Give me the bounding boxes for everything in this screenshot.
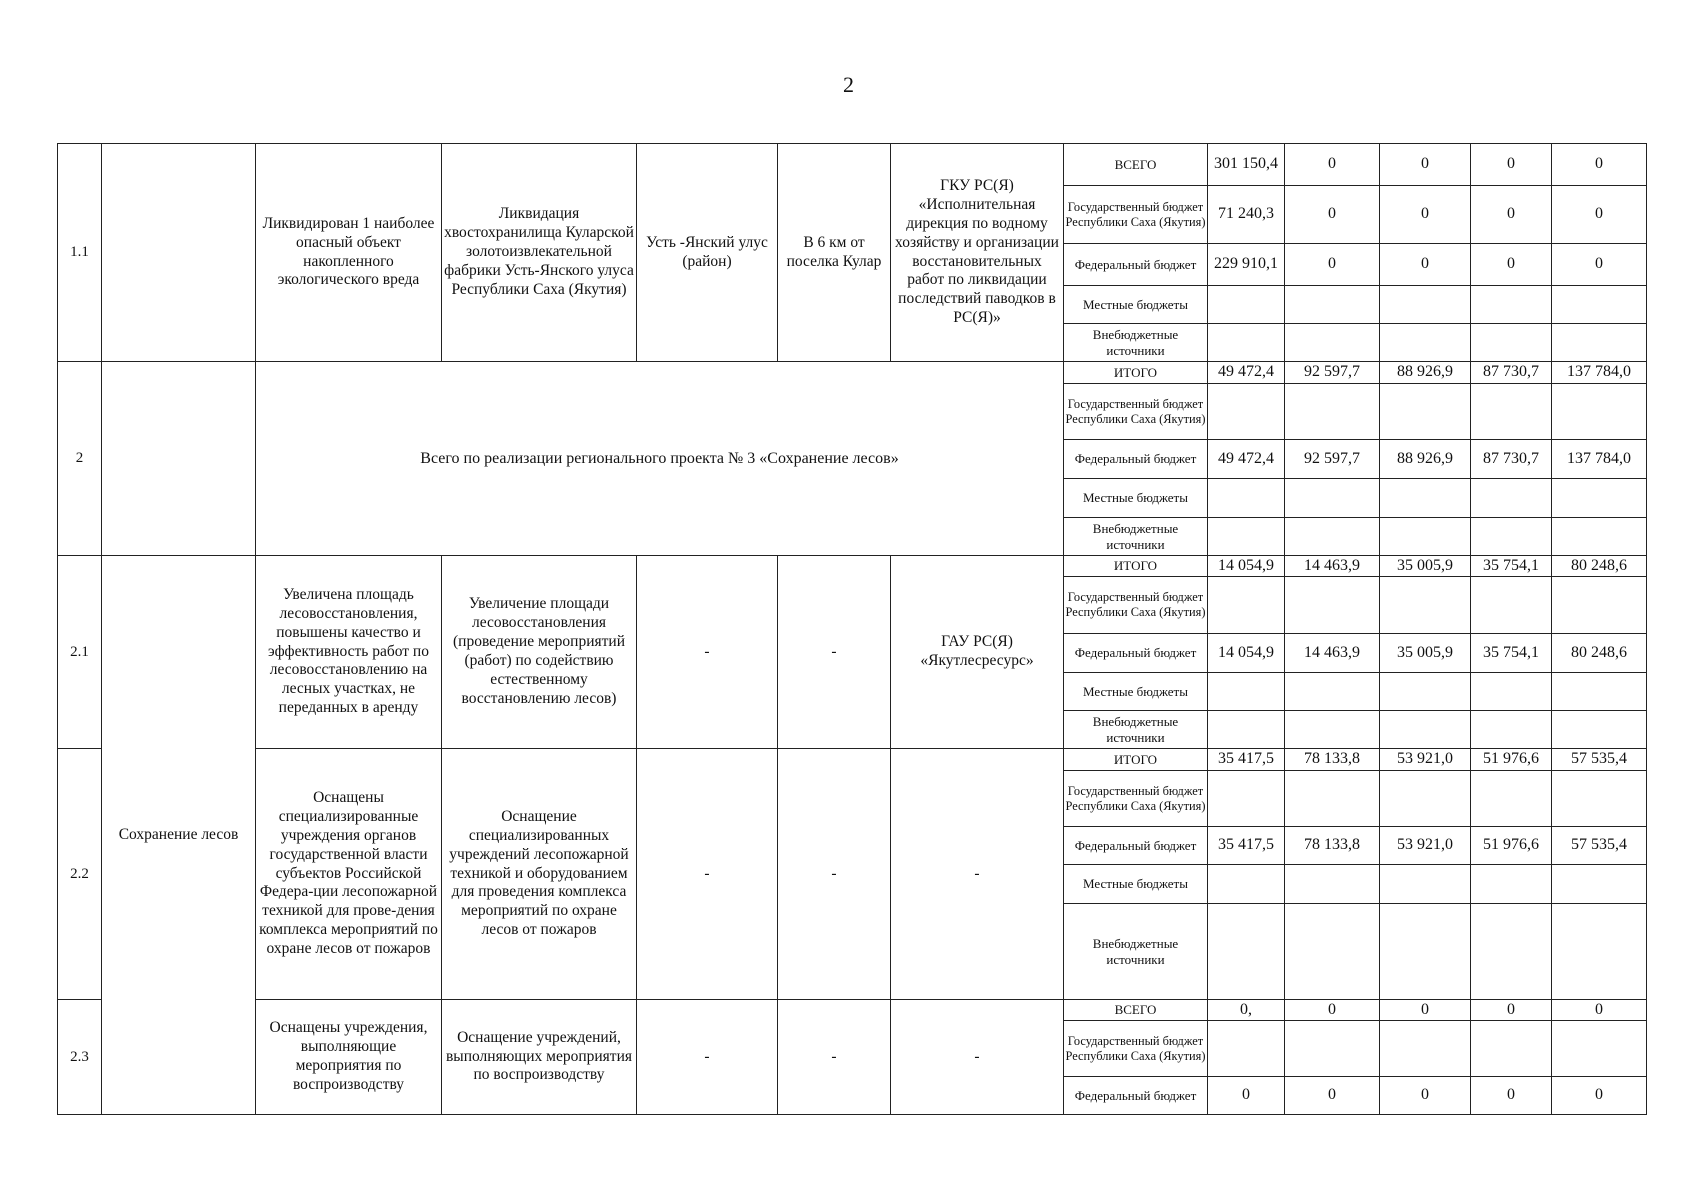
- value-cell: 14 463,9: [1285, 556, 1380, 577]
- value-cell: 78 133,8: [1285, 749, 1380, 771]
- empty-cell: [1208, 324, 1285, 362]
- empty-cell: [1471, 711, 1552, 749]
- value-cell: 0: [1471, 244, 1552, 286]
- empty-cell: [1285, 324, 1380, 362]
- empty-cell: [1471, 518, 1552, 556]
- source-label: Государственный бюджет Республики Саха (Якутия): [1064, 771, 1208, 827]
- table-row: [58, 144, 1647, 186]
- row-number: 2.3: [58, 1000, 102, 1115]
- value-cell: 0: [1285, 1077, 1380, 1115]
- table-row: [58, 362, 1647, 384]
- empty-cell: [1285, 865, 1380, 904]
- empty-cell: [1552, 384, 1647, 440]
- empty-cell: [1285, 479, 1380, 518]
- project-finance-table: [57, 143, 1647, 1115]
- value-cell: 0: [1552, 186, 1647, 244]
- value-cell: 88 926,9: [1380, 440, 1471, 479]
- empty-cell: [1552, 865, 1647, 904]
- value-cell: 14 054,9: [1208, 634, 1285, 673]
- value-cell: 137 784,0: [1552, 362, 1647, 384]
- value-cell: 53 921,0: [1380, 749, 1471, 771]
- value-cell: 0: [1471, 186, 1552, 244]
- location-cell: -: [778, 556, 891, 749]
- empty-cell: [1208, 577, 1285, 634]
- empty-cell: [1380, 673, 1471, 711]
- value-cell: 0: [1380, 244, 1471, 286]
- value-cell: 80 248,6: [1552, 634, 1647, 673]
- empty-cell: [1380, 771, 1471, 827]
- empty-cell: [1471, 577, 1552, 634]
- source-label: Государственный бюджет Республики Саха (Якутия): [1064, 577, 1208, 634]
- source-label: Государственный бюджет Республики Саха (Якутия): [1064, 1021, 1208, 1077]
- source-label: ИТОГО: [1064, 556, 1208, 577]
- empty-cell: [1208, 286, 1285, 324]
- empty-cell: [1285, 711, 1380, 749]
- empty-cell: [1471, 286, 1552, 324]
- empty-cell: [1471, 324, 1552, 362]
- source-label: Государственный бюджет Республики Саха (Якутия): [1064, 384, 1208, 440]
- value-cell: 0: [1552, 244, 1647, 286]
- value-cell: 78 133,8: [1285, 827, 1380, 865]
- location-cell: В 6 км от поселка Кулар: [778, 144, 891, 362]
- source-label: Местные бюджеты: [1064, 865, 1208, 904]
- executor-cell: ГАУ РС(Я) «Якутлесресурс»: [891, 556, 1064, 749]
- empty-cell: [1380, 384, 1471, 440]
- source-label: ВСЕГО: [1064, 1000, 1208, 1021]
- source-label: Федеральный бюджет: [1064, 634, 1208, 673]
- value-cell: 35 754,1: [1471, 556, 1552, 577]
- empty-cell: [1471, 865, 1552, 904]
- empty-cell: [1552, 479, 1647, 518]
- result-cell: Оснащены учреждения, выполняющие мероприятия по воспроизводству: [256, 1000, 442, 1115]
- empty-cell: [1552, 771, 1647, 827]
- value-cell: 35 754,1: [1471, 634, 1552, 673]
- result-cell: Оснащены специализированные учреждения органов государственной власти субъектов Российской Федера-ции лесопожарной техникой для прове-дения комплекса мероприятий по охране лесов от пожаров: [256, 749, 442, 1000]
- source-label: Местные бюджеты: [1064, 286, 1208, 324]
- empty-cell: [1552, 904, 1647, 1000]
- source-label: Федеральный бюджет: [1064, 1077, 1208, 1115]
- empty-cell: [1380, 711, 1471, 749]
- source-label: Федеральный бюджет: [1064, 827, 1208, 865]
- empty-cell: [1208, 865, 1285, 904]
- empty-cell: [1471, 384, 1552, 440]
- empty-cell: [1285, 673, 1380, 711]
- empty-cell: [1208, 904, 1285, 1000]
- location-cell: -: [778, 749, 891, 1000]
- empty-cell: [1208, 384, 1285, 440]
- source-label: Местные бюджеты: [1064, 479, 1208, 518]
- empty-cell: [1471, 904, 1552, 1000]
- source-label: Внебюджетные источники: [1064, 518, 1208, 556]
- row-number: 2.2: [58, 749, 102, 1000]
- source-label: Местные бюджеты: [1064, 673, 1208, 711]
- measure-cell: Оснащение учреждений, выполняющих мероприятия по воспроизводству: [442, 1000, 637, 1115]
- empty-cell: [1285, 518, 1380, 556]
- district-cell: -: [637, 556, 778, 749]
- source-label: Внебюджетные источники: [1064, 711, 1208, 749]
- empty-cell: [1285, 286, 1380, 324]
- value-cell: 0: [1471, 1000, 1552, 1021]
- value-cell: 0: [1552, 144, 1647, 186]
- empty-cell: [102, 362, 256, 556]
- project-total-title: Всего по реализации регионального проекта № 3 «Сохранение лесов»: [256, 362, 1064, 556]
- empty-cell: [1285, 384, 1380, 440]
- empty-cell: [1380, 479, 1471, 518]
- district-cell: -: [637, 1000, 778, 1115]
- project-name-cell: Сохранение лесов: [102, 556, 256, 1115]
- measure-cell: Увеличение площади лесовосстановления (проведение мероприятий (работ) по содействию естественному восстановлению лесов): [442, 556, 637, 749]
- table-row: [58, 1000, 1647, 1021]
- measure-cell: Ликвидация хвостохранилища Куларской золотоизвлекательной фабрики Усть-Янского улуса Республики Саха (Якутия): [442, 144, 637, 362]
- value-cell: 53 921,0: [1380, 827, 1471, 865]
- value-cell: 0: [1471, 1077, 1552, 1115]
- row-number: 1.1: [58, 144, 102, 362]
- project-name-cell: [102, 144, 256, 362]
- executor-cell: -: [891, 1000, 1064, 1115]
- value-cell: 0: [1285, 1000, 1380, 1021]
- table-row: [58, 749, 1647, 771]
- value-cell: 14 054,9: [1208, 556, 1285, 577]
- empty-cell: [1285, 1021, 1380, 1077]
- source-label: Федеральный бюджет: [1064, 440, 1208, 479]
- value-cell: 0: [1208, 1077, 1285, 1115]
- value-cell: 49 472,4: [1208, 440, 1285, 479]
- value-cell: 229 910,1: [1208, 244, 1285, 286]
- value-cell: 35 005,9: [1380, 634, 1471, 673]
- result-cell: Ликвидирован 1 наиболее опасный объект накопленного экологического вреда: [256, 144, 442, 362]
- table-row: [58, 556, 1647, 577]
- empty-cell: [1380, 904, 1471, 1000]
- measure-cell: Оснащение специализированных учреждений лесопожарной техникой и оборудованием для проведения комплекса мероприятий по охране лесов от пожаров: [442, 749, 637, 1000]
- value-cell: 35 417,5: [1208, 827, 1285, 865]
- executor-cell: -: [891, 749, 1064, 1000]
- row-number: 2.1: [58, 556, 102, 749]
- value-cell: 0: [1471, 144, 1552, 186]
- empty-cell: [1552, 286, 1647, 324]
- source-label: ИТОГО: [1064, 362, 1208, 384]
- empty-cell: [1380, 577, 1471, 634]
- location-cell: -: [778, 1000, 891, 1115]
- empty-cell: [1552, 577, 1647, 634]
- page-number: 2: [843, 72, 854, 97]
- empty-cell: [1380, 324, 1471, 362]
- empty-cell: [1208, 518, 1285, 556]
- empty-cell: [1380, 865, 1471, 904]
- empty-cell: [1471, 1021, 1552, 1077]
- empty-cell: [1208, 711, 1285, 749]
- empty-cell: [1380, 518, 1471, 556]
- empty-cell: [1552, 518, 1647, 556]
- source-label: Внебюджетные источники: [1064, 324, 1208, 362]
- empty-cell: [1380, 1021, 1471, 1077]
- value-cell: 0: [1285, 144, 1380, 186]
- empty-cell: [1471, 479, 1552, 518]
- row-number: 2: [58, 362, 102, 556]
- value-cell: 137 784,0: [1552, 440, 1647, 479]
- value-cell: 80 248,6: [1552, 556, 1647, 577]
- value-cell: 87 730,7: [1471, 440, 1552, 479]
- value-cell: 57 535,4: [1552, 749, 1647, 771]
- empty-cell: [1208, 479, 1285, 518]
- value-cell: 14 463,9: [1285, 634, 1380, 673]
- empty-cell: [1208, 673, 1285, 711]
- empty-cell: [1552, 1021, 1647, 1077]
- value-cell: 0: [1380, 186, 1471, 244]
- value-cell: 301 150,4: [1208, 144, 1285, 186]
- result-cell: Увеличена площадь лесовосстановления, повышены качество и эффективность работ по лесовосстановлению на лесных участках, не переданных в аренду: [256, 556, 442, 749]
- value-cell: 57 535,4: [1552, 827, 1647, 865]
- value-cell: 51 976,6: [1471, 749, 1552, 771]
- value-cell: 0: [1285, 244, 1380, 286]
- empty-cell: [1380, 286, 1471, 324]
- value-cell: 0: [1380, 1000, 1471, 1021]
- empty-cell: [1552, 324, 1647, 362]
- empty-cell: [1285, 577, 1380, 634]
- source-label: ИТОГО: [1064, 749, 1208, 771]
- value-cell: 88 926,9: [1380, 362, 1471, 384]
- empty-cell: [1285, 771, 1380, 827]
- source-label: Федеральный бюджет: [1064, 244, 1208, 286]
- value-cell: 0,: [1208, 1000, 1285, 1021]
- value-cell: 0: [1380, 1077, 1471, 1115]
- district-cell: -: [637, 749, 778, 1000]
- value-cell: 0: [1285, 186, 1380, 244]
- value-cell: 71 240,3: [1208, 186, 1285, 244]
- value-cell: 0: [1552, 1000, 1647, 1021]
- empty-cell: [1471, 673, 1552, 711]
- empty-cell: [1552, 673, 1647, 711]
- value-cell: 92 597,7: [1285, 440, 1380, 479]
- executor-cell: ГКУ РС(Я) «Исполнительная дирекция по водному хозяйству и организации восстановительных работ по ликвидации последствий паводков в РС(Я)»: [891, 144, 1064, 362]
- value-cell: 0: [1380, 144, 1471, 186]
- empty-cell: [1208, 1021, 1285, 1077]
- value-cell: 87 730,7: [1471, 362, 1552, 384]
- empty-cell: [1285, 904, 1380, 1000]
- value-cell: 92 597,7: [1285, 362, 1380, 384]
- district-cell: Усть -Янский улус (район): [637, 144, 778, 362]
- empty-cell: [1552, 711, 1647, 749]
- source-label: Внебюджетные источники: [1064, 904, 1208, 1000]
- value-cell: 35 417,5: [1208, 749, 1285, 771]
- value-cell: 49 472,4: [1208, 362, 1285, 384]
- empty-cell: [1471, 771, 1552, 827]
- source-label: Государственный бюджет Республики Саха (Якутия): [1064, 186, 1208, 244]
- value-cell: 0: [1552, 1077, 1647, 1115]
- source-label: ВСЕГО: [1064, 144, 1208, 186]
- value-cell: 35 005,9: [1380, 556, 1471, 577]
- value-cell: 51 976,6: [1471, 827, 1552, 865]
- empty-cell: [1208, 771, 1285, 827]
